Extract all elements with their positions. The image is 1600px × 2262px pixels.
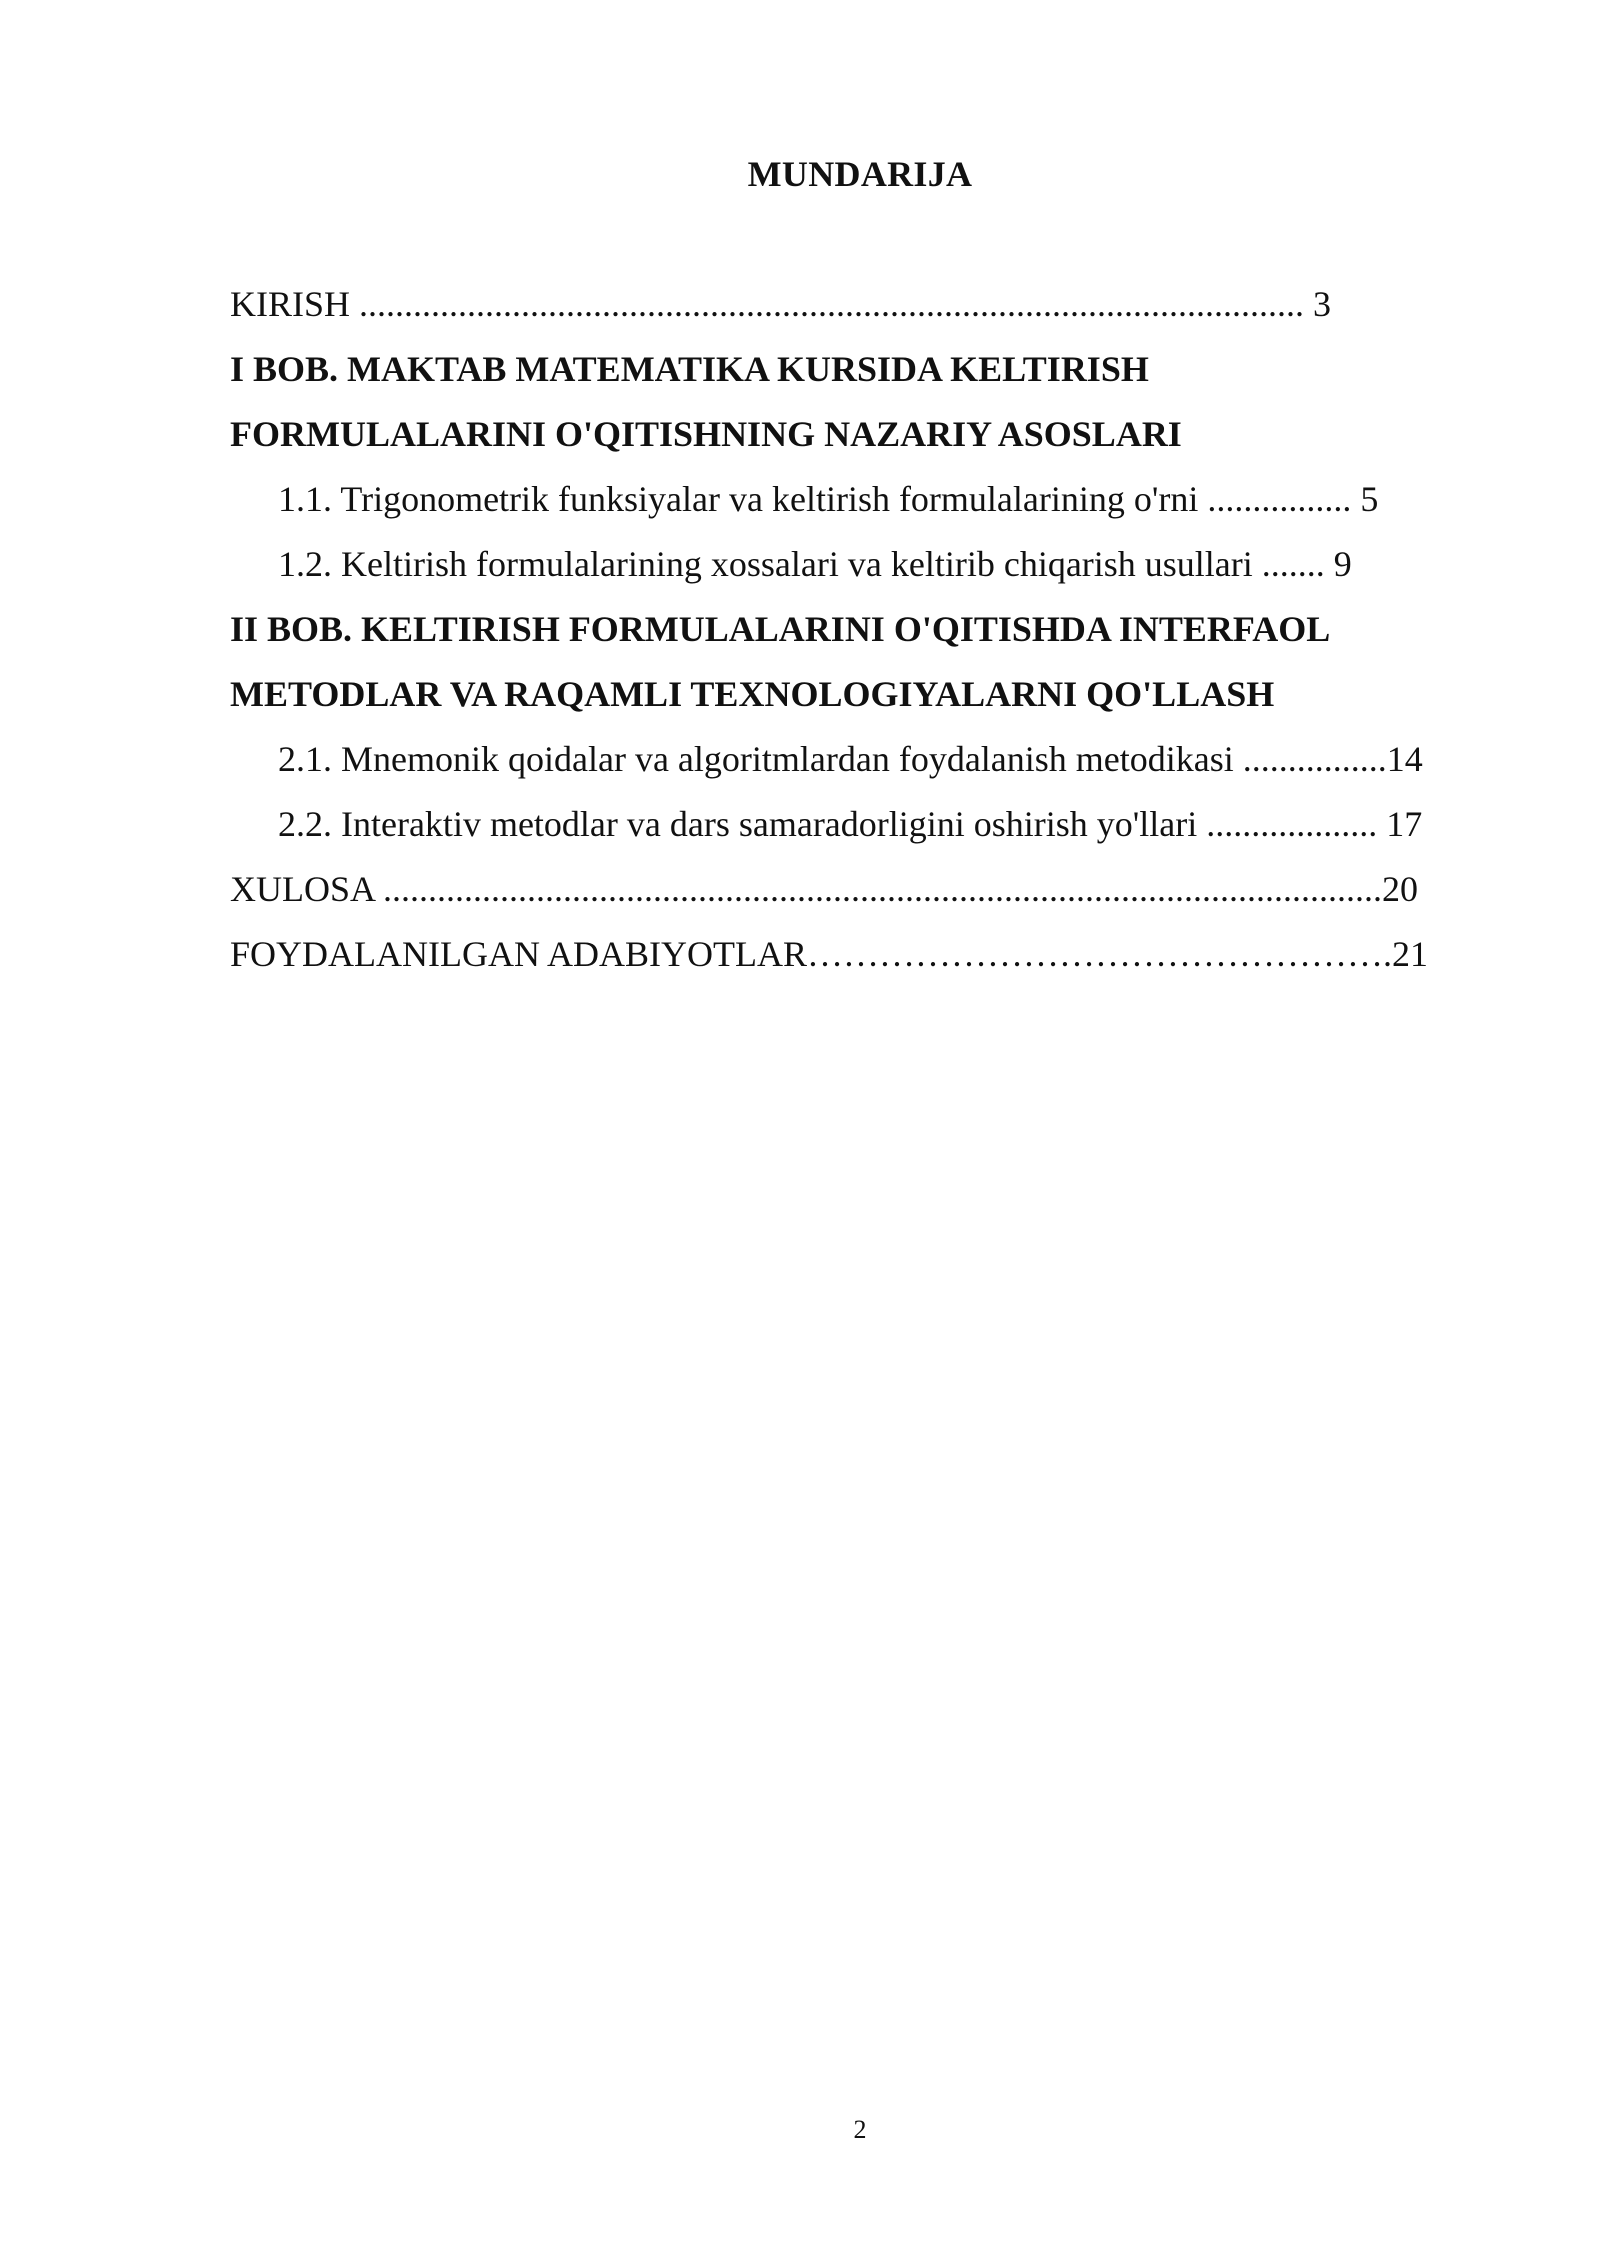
toc-entry-kirish: KIRISH ......................................................................................................... 3 [230,284,1332,324]
toc-section-1-1: 1.1. Trigonometrik funksiyalar va keltirish formulalarining o'rni ................ 5 [278,479,1379,519]
toc-chapter-1-heading-line-2: FORMULALARINI O'QITISHNING NAZARIY ASOSLARI [230,414,1182,454]
toc-entry-adabiyotlar: FOYDALANILGAN ADABIYOTLAR………………………………………….21 [230,934,1428,974]
toc-entry-xulosa: XULOSA ...............................................................................................................20 [230,869,1419,909]
page-title: MUNDARIJA [747,154,973,194]
toc-section-1-2: 1.2. Keltirish formulalarining xossalari va keltirib chiqarish usullari ....... 9 [278,544,1352,584]
toc-section-2-1: 2.1. Mnemonik qoidalar va algoritmlardan foydalanish metodikasi ................14 [278,739,1423,779]
table-of-contents [230,272,1500,987]
toc-chapter-2-heading-line-2: METODLAR VA RAQAMLI TEXNOLOGIYALARNI QO'LLASH [230,674,1275,714]
toc-chapter-1-heading-line-1: I BOB. MAKTAB MATEMATIKA KURSIDA KELTIRISH [230,349,1149,389]
page-number: 2 [853,2115,867,2144]
toc-chapter-2-heading-line-1: II BOB. KELTIRISH FORMULALARINI O'QITISHDA INTERFAOL [230,609,1331,649]
toc-section-2-2: 2.2. Interaktiv metodlar va dars samaradorligini oshirish yo'llari ................... 17 [278,804,1423,844]
